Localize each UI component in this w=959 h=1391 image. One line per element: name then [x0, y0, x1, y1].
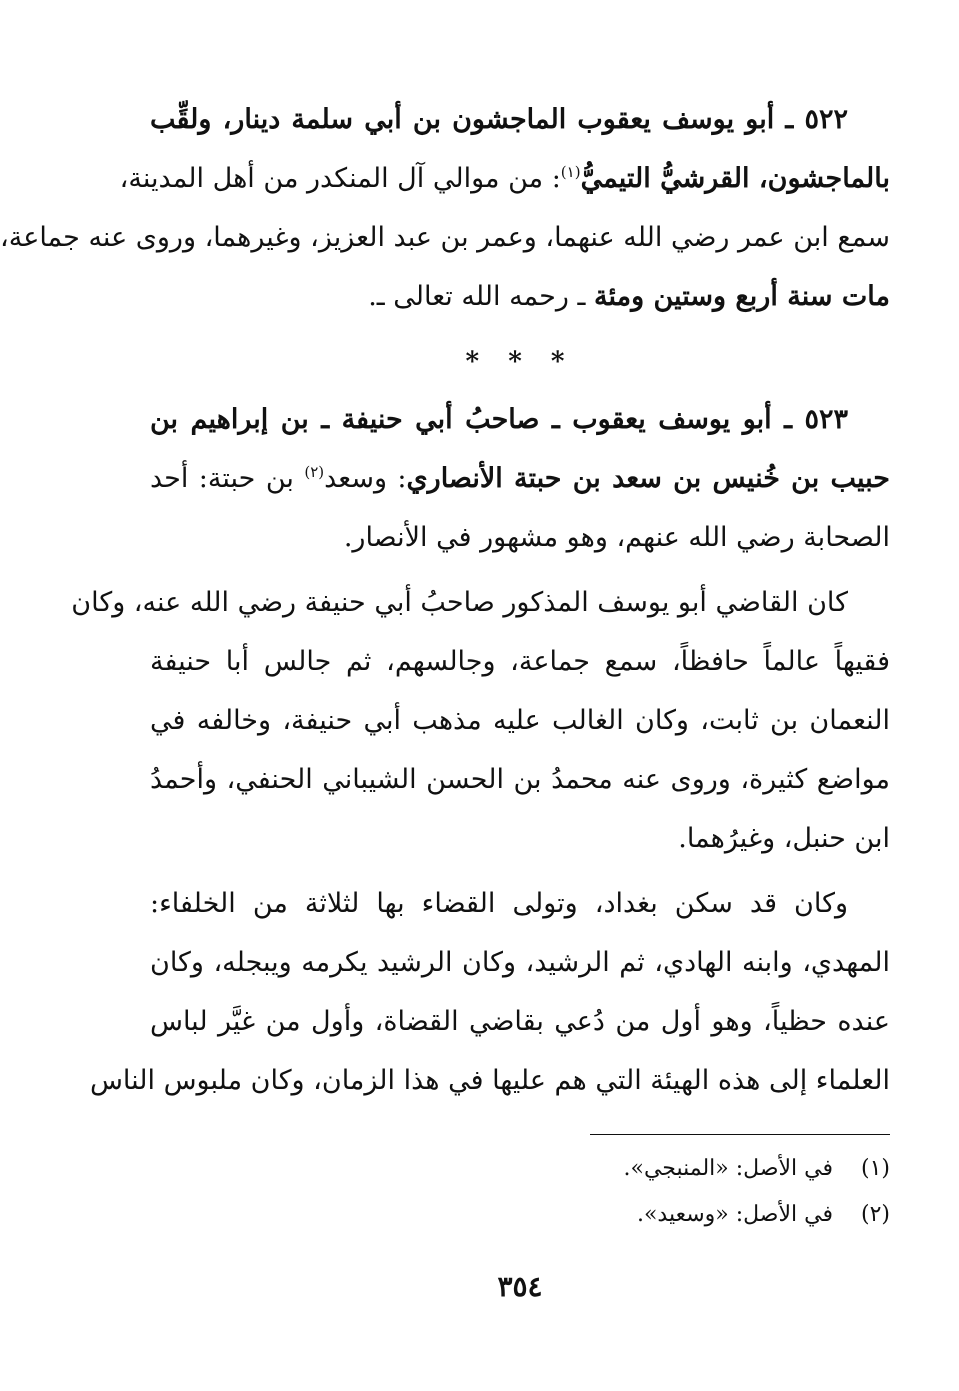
paragraph-2-line: عنده حظياً، وهو أول من دُعي بقاضي القضاة، وأول من غيَّر لباس	[150, 1006, 890, 1037]
paragraph-1	[71, 573, 890, 868]
paragraph-2	[89, 874, 890, 1110]
entry-523-line-2-rest: بن حبتة: أحد	[150, 463, 305, 494]
paragraph-1-line: مواضع كثيرة، وروى عنه محمدُ بن الحسن الشيباني الحنفي، وأحمدُ	[150, 764, 890, 795]
entry-522-line-4	[150, 267, 890, 326]
footnote-2	[150, 1192, 890, 1238]
paragraph-2-line: وكان قد سكن بغداد، وتولى القضاء بها لثلاثة من الخلفاء:	[150, 888, 848, 919]
entry-522-name: بالماجشون، القرشيُّ التيميُّ	[580, 163, 890, 194]
paragraph-1-line: كان القاضي أبو يوسف المذكور صاحبُ أبي حنيفة رضي الله عنه، وكان	[71, 587, 848, 618]
entry-523-line-2-mid: : وسعد	[324, 463, 407, 494]
footnote-ref-1: (١)	[560, 163, 581, 181]
paragraph-1-line: النعمان بن ثابت، وكان الغالب عليه مذهب أبي حنيفة، وخالفه في	[150, 705, 890, 736]
footnotes	[150, 1146, 890, 1238]
entry-522-line-2-rest: : من موالي آل المنكدر من أهل المدينة،	[119, 163, 561, 194]
entry-523-heading-line: ٥٢٣ ـ أبو يوسف يعقوب ـ صاحبُ أبي حنيفة ـ بن إبراهيم بن	[150, 404, 848, 435]
book-page	[0, 90, 890, 1340]
footnote-separator	[590, 1134, 890, 1135]
paragraph-1-line: فقيهاً عالماً حافظاً، سمع جماعة، وجالسهم، ثم جالس أبا حنيفة	[150, 646, 890, 677]
entry-522-death-date: مات سنة أربع وستين ومئة	[593, 281, 890, 312]
page-number: ٣٥٤	[497, 1270, 543, 1303]
entry-523	[150, 390, 890, 567]
paragraph-2-line: العلماء إلى هذه الهيئة التي هم عليها في هذا الزمان، وكان ملبوس الناس	[89, 1065, 890, 1096]
footnote-number: (٢)	[860, 1202, 890, 1227]
entry-522-line-3: سمع ابن عمر رضي الله عنهما، وعمر بن عبد العزيز، وغيرهما، وروى عنه جماعة،	[0, 222, 890, 253]
entry-522-line-4-rest: ـ رحمه الله تعالى ـ.	[368, 281, 594, 312]
entry-523-line-3: الصحابة رضي الله عنهم، وهو مشهور في الأنصار.	[343, 522, 890, 553]
footnote-ref-2: (٢)	[304, 463, 325, 481]
footnote-1	[150, 1146, 890, 1192]
footnote-number: (١)	[860, 1156, 890, 1181]
entry-522	[0, 90, 890, 326]
entry-522-line-2	[119, 149, 890, 208]
entry-522-heading-line: ٥٢٢ ـ أبو يوسف يعقوب الماجشون بن أبي سلمة دينار، ولقِّب	[150, 104, 848, 135]
entry-523-lineage: حبيب بن خُنيس بن سعد بن حبتة الأنصاري	[406, 463, 890, 494]
footnote-text: في الأصل: «وسعيد».	[636, 1202, 833, 1227]
entry-523-line-2	[150, 449, 890, 508]
paragraph-1-line: ابن حنبل، وغيرُهما.	[678, 823, 890, 854]
footnote-text: في الأصل: «المنبجي».	[623, 1156, 833, 1181]
paragraph-2-line: المهدي، وابنه الهادي، ثم الرشيد، وكان الرشيد يكرمه ويبجله، وكان	[150, 947, 890, 978]
section-separator: * * *	[465, 347, 575, 377]
